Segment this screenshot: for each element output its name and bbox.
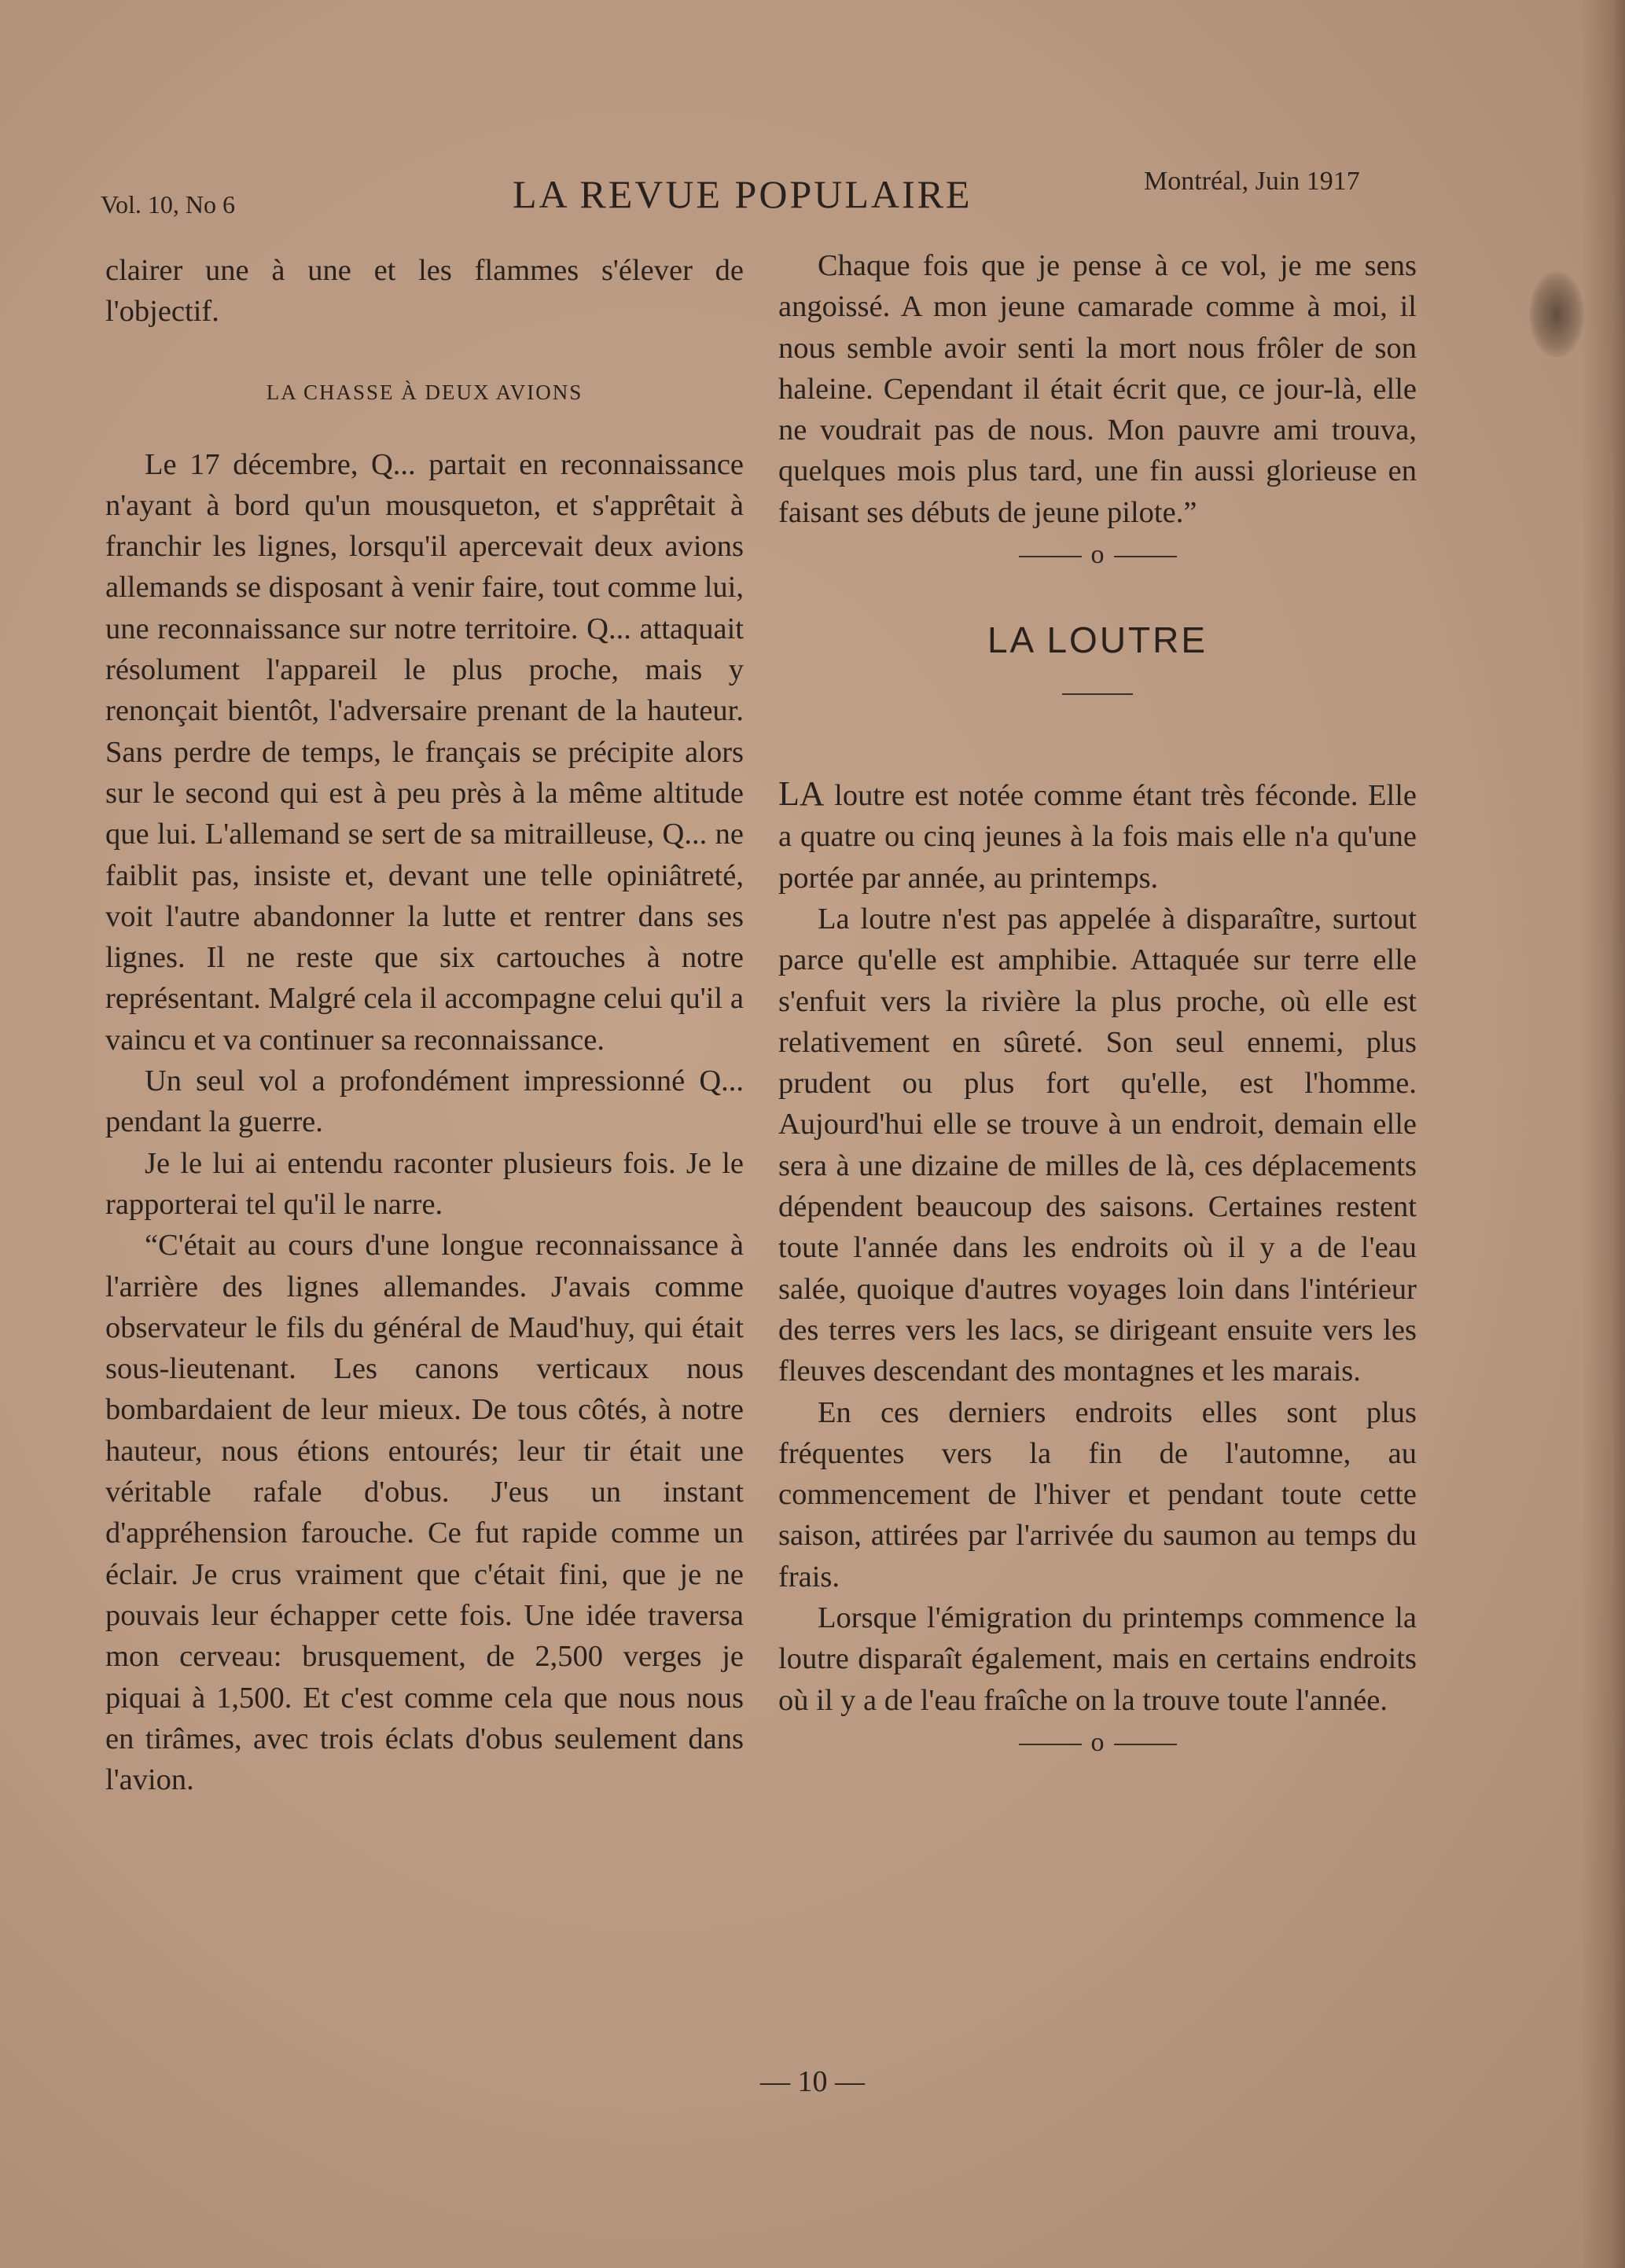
masthead: LA REVUE POPULAIRE bbox=[513, 172, 972, 216]
issue-date: Montréal, Juin 1917 bbox=[1144, 167, 1360, 196]
left-column bbox=[105, 250, 744, 1800]
article-title: LA LOUTRE bbox=[987, 619, 1208, 661]
separator-glyph: o bbox=[1090, 1727, 1105, 1757]
left-paragraph-3: Un seul vol a profondément impressionné Q... pendant la guerre. bbox=[105, 1064, 744, 1139]
left-paragraph-5: “C'était au cours d'une longue reconnaissance à l'arrière des lignes allemandes. J'avais comme observateur le fils du général de Maud'huy, qui était sous-lieutenant. Les canons verticaux nous bombardaient de leur mieux. De tous côtés, à notre hauteur, nous étions entourés; leur tir était une véritable rafale d'obus. J'eus un instant d'appréhension farouche. Ce fut rapide comme un éclair. Je crus vraiment que c'était fini, que je ne pouvais leur échapper cette fois. Une idée traversa mon cerveau: brusquement, de 2,500 verges je piquai à 1,500. Et c'est comme cela que nous nous en tirâmes, avec trois éclats d'obus seulement dans l'avion. bbox=[105, 1229, 744, 1797]
right-paragraph-4: En ces derniers endroits elles sont plus fréquentes vers la fin de l'automne, au commencement de l'hiver et pendant toute cette saison, attirées par l'arrivée du saumon au temps du frais. bbox=[778, 1395, 1417, 1593]
volume-number: Vol. 10, No 6 bbox=[101, 190, 235, 219]
separator-1 bbox=[778, 539, 1417, 571]
drop-cap: LA bbox=[778, 774, 825, 814]
left-paragraph-2: Le 17 décembre, Q... partait en reconnaissance n'ayant à bord qu'un mousqueton, et s'apprêtait à franchir les lignes, lorsqu'il apercevait deux avions allemands se disposant à venir faire, tout comme lui, une reconnaissance sur notre territoire. Q... attaquait résolument l'appareil le plus proche, mais y renonçait bientôt, l'adversaire prenant de la hauteur. Sans perdre de temps, le français se précipite alors sur le second qui est à peu près à la même altitude que lui. L'allemand se sert de sa mitrailleuse, Q... ne faiblit pas, insiste et, devant une telle opiniâtreté, voit l'autre abandonner la lutte et rentrer dans ses lignes. Il ne reste que six cartouches à notre représentant. Malgré cela il accompagne celui qu'il a vaincu et va continuer sa reconnaissance. bbox=[105, 447, 744, 1057]
left-paragraph-4: Je le lui ai entendu raconter plusieurs fois. Je le rapporterai tel qu'il le narre. bbox=[105, 1146, 744, 1221]
section-heading: LA CHASSE À DEUX AVIONS bbox=[266, 380, 583, 404]
separator-glyph: o bbox=[1090, 540, 1105, 570]
right-paragraph-5: Lorsque l'émigration du printemps commence la loutre disparaît également, mais en certains endroits où il y a de l'eau fraîche on la trouve toute l'année. bbox=[778, 1601, 1417, 1717]
title-rule bbox=[1062, 693, 1133, 695]
separator-2 bbox=[778, 1727, 1417, 1759]
left-paragraph-1: clairer une à une et les flammes s'élever de l'objectif. bbox=[105, 254, 744, 329]
page-header bbox=[0, 167, 1625, 222]
page-number: — 10 — bbox=[760, 2065, 865, 2098]
right-column bbox=[778, 245, 1417, 1765]
right-paragraph-2-text: loutre est notée comme étant très féconde. Elle a quatre ou cinq jeunes à la fois mais elle n'a qu'une portée par année, au printemps. bbox=[778, 779, 1417, 895]
right-paragraph-2 bbox=[778, 774, 1417, 899]
right-paragraph-3: La loutre n'est pas appelée à disparaître, surtout parce qu'elle est amphibie. Attaquée sur terre elle s'enfuit vers la rivière la plus proche, où elle est relativement en sûreté. Son seul ennemi, plus prudent ou plus fort qu'elle, est l'homme. Aujourd'hui elle se trouve à un endroit, demain elle sera à une dizaine de milles de là, ces déplacements dépendent beaucoup des saisons. Certaines restent toute l'année dans les endroits où il y a de l'eau salée, quoique d'autres voyages loin dans l'intérieur des terres vers les lacs, se dirigeant ensuite vers les fleuves descendant des montagnes et les marais. bbox=[778, 902, 1417, 1388]
paper-stain bbox=[1529, 271, 1584, 358]
right-paragraph-1: Chaque fois que je pense à ce vol, je me sens angoissé. A mon jeune camarade comme à moi, il nous semble avoir senti la mort nous frôler de son haleine. Cependant il était écrit que, ce jour-là, elle ne voudrait pas de nous. Mon pauvre ami trouva, quelques mois plus tard, une fin aussi glorieuse en faisant ses débuts de jeune pilote.” bbox=[778, 249, 1417, 529]
page-edge-shadow bbox=[1581, 0, 1625, 2268]
